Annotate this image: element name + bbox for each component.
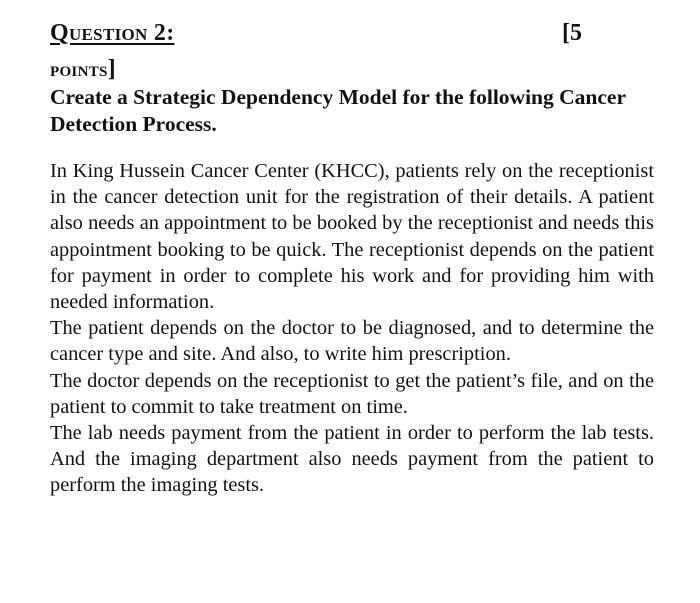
paragraph-4: The lab needs payment from the patient in order to perform the lab tests. And the imaging department also needs payment from the patient to perform the imaging tests.: [50, 422, 654, 497]
scenario-text: [50, 158, 654, 499]
paragraph-2: The patient depends on the doctor to be diagnosed, and to determine the cancer type and site. And also, to write him prescription.: [50, 317, 654, 366]
points-open: [5: [562, 20, 582, 46]
points-label: [50, 54, 654, 84]
points-close: ]: [107, 56, 116, 82]
points-word: points: [50, 57, 108, 81]
question-page: [50, 20, 654, 499]
question-header: [50, 20, 654, 54]
paragraph-3: The doctor depends on the receptionist to get the patient’s file, and on the patient to commit to take treatment on time.: [50, 369, 654, 418]
paragraph-1: In King Hussein Cancer Center (KHCC), patients rely on the receptionist in the cancer detection unit for the registration of their details. A patient also needs an appointment to be booked by the receptionist and needs this appointment booking to be quick. The receptionist depends on the patient for payment in order to complete his work and for providing him with needed information.: [50, 160, 654, 314]
question-title: Question 2:: [50, 20, 175, 46]
question-instruction: Create a Strategic Dependency Model for the following Cancer Detection Process.: [50, 85, 626, 136]
